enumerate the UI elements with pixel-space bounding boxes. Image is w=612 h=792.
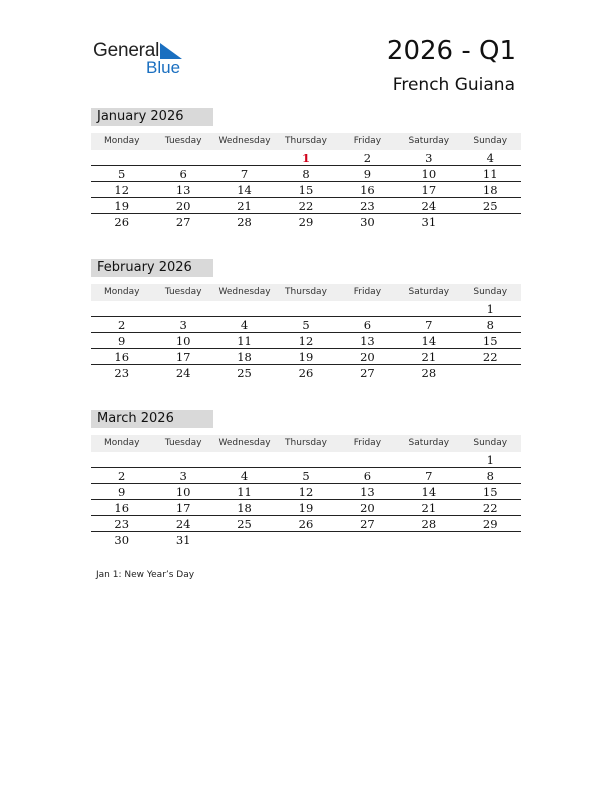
generalblue-logo	[93, 40, 203, 80]
day-cell: 27	[360, 517, 375, 531]
day-cell: 16	[360, 183, 375, 197]
day-cell: 9	[118, 485, 126, 499]
week-row	[91, 214, 521, 230]
day-cell: 19	[114, 199, 130, 213]
day-cell	[398, 452, 459, 467]
day-cell: 10	[175, 334, 191, 348]
day-cell: 4	[240, 469, 249, 483]
week-row	[91, 532, 521, 548]
week-row	[91, 500, 521, 516]
week-row	[91, 182, 521, 198]
day-cell: 10	[175, 485, 191, 499]
day-cell: 11	[237, 334, 252, 348]
day-cell: 30	[360, 215, 375, 229]
holiday-footnote: Jan 1: New Year’s Day	[96, 570, 195, 580]
day-cell: 18	[237, 350, 252, 364]
day-cell: 5	[302, 318, 310, 332]
weekday-label: Tuesday	[164, 287, 202, 297]
week-row	[91, 349, 521, 365]
day-cell	[460, 365, 521, 381]
day-cell: 14	[421, 334, 437, 348]
day-cell	[214, 532, 275, 548]
week-row	[91, 166, 521, 182]
weekday-label: Wednesday	[218, 438, 271, 448]
day-cell: 18	[482, 183, 498, 197]
day-cell: 23	[114, 517, 130, 531]
day-cell: 18	[237, 501, 252, 515]
day-cell: 8	[486, 469, 494, 483]
day-cell: 22	[482, 501, 498, 515]
day-cell: 30	[114, 533, 130, 547]
day-cell: 3	[179, 318, 187, 332]
day-cell: 1	[486, 302, 494, 316]
weekday-label: Tuesday	[164, 136, 202, 146]
day-cell: 4	[240, 318, 249, 332]
week-row	[91, 484, 521, 500]
day-cell: 28	[421, 517, 437, 531]
day-cell: 5	[118, 167, 126, 181]
week-row	[91, 301, 521, 317]
day-cell: 15	[482, 334, 498, 348]
day-cell: 29	[298, 215, 314, 229]
weekday-label: Saturday	[408, 438, 450, 448]
logo-blue-text: Blue	[146, 58, 181, 77]
day-cell: 31	[421, 215, 437, 229]
day-cell: 6	[179, 167, 187, 181]
week-row	[91, 317, 521, 333]
day-cell	[91, 301, 152, 316]
weekday-label: Saturday	[408, 136, 450, 146]
month-january	[91, 108, 521, 230]
day-cell: 3	[179, 469, 187, 483]
day-cell: 27	[360, 366, 375, 380]
day-cell: 26	[114, 215, 130, 229]
day-cell	[152, 150, 213, 165]
day-cell: 2	[363, 151, 372, 165]
weekday-label: Wednesday	[218, 136, 271, 146]
day-cell: 22	[482, 350, 498, 364]
day-cell: 3	[425, 151, 433, 165]
day-cell: 16	[114, 350, 130, 364]
day-cell: 27	[175, 215, 191, 229]
logo-triangle-icon	[160, 43, 182, 59]
day-cell	[398, 301, 459, 316]
day-cell: 20	[360, 350, 375, 364]
day-cell	[152, 452, 213, 467]
day-cell: 19	[298, 501, 314, 515]
day-cell	[337, 452, 398, 467]
day-cell: 8	[486, 318, 494, 332]
month-name: March 2026	[91, 410, 213, 428]
weekday-label: Sunday	[473, 438, 508, 448]
day-cell: 12	[114, 183, 130, 197]
day-cell: 25	[482, 199, 498, 213]
day-cell: 21	[421, 350, 437, 364]
week-row	[91, 198, 521, 214]
weekday-label: Tuesday	[164, 438, 202, 448]
day-cell: 11	[237, 485, 252, 499]
day-cell: 9	[118, 334, 126, 348]
day-cell: 19	[298, 350, 314, 364]
day-cell: 20	[360, 501, 375, 515]
weekday-label: Wednesday	[218, 287, 271, 297]
day-cell: 26	[298, 517, 314, 531]
day-cell	[152, 301, 213, 316]
day-cell: 23	[360, 199, 375, 213]
day-cell: 24	[175, 517, 191, 531]
weekday-label: Saturday	[408, 287, 450, 297]
weekday-header-row	[91, 435, 521, 452]
day-cell: 17	[175, 501, 191, 515]
day-cell: 24	[421, 199, 437, 213]
week-row	[91, 468, 521, 484]
weekday-label: Monday	[103, 136, 140, 146]
day-cell	[91, 150, 152, 165]
day-cell: 13	[175, 183, 191, 197]
day-cell	[460, 214, 521, 230]
day-cell: 8	[302, 167, 310, 181]
day-cell: 25	[237, 366, 252, 380]
weekday-label: Friday	[353, 438, 382, 448]
day-cell: 21	[421, 501, 437, 515]
day-cell: 6	[363, 318, 372, 332]
day-cell: 28	[421, 366, 437, 380]
weekday-header-row	[91, 133, 521, 150]
day-cell	[214, 301, 275, 316]
weekday-label: Thursday	[285, 438, 327, 448]
weekday-header-row	[91, 284, 521, 301]
week-row	[91, 365, 521, 381]
day-cell: 13	[360, 334, 375, 348]
day-cell: 23	[114, 366, 130, 380]
day-cell: 7	[425, 318, 433, 332]
day-cell: 28	[237, 215, 252, 229]
month-name: January 2026	[91, 108, 213, 126]
day-cell: 26	[298, 366, 314, 380]
day-cell	[337, 532, 398, 548]
day-cell: 16	[114, 501, 130, 515]
page-subtitle: French Guiana	[392, 75, 515, 95]
week-row	[91, 516, 521, 532]
day-cell	[214, 150, 275, 165]
day-cell: 29	[482, 517, 498, 531]
day-cell: 12	[298, 334, 314, 348]
day-cell: 14	[421, 485, 437, 499]
day-cell	[337, 301, 398, 316]
day-cell: 9	[363, 167, 372, 181]
week-row	[91, 333, 521, 349]
day-cell: 1	[486, 453, 494, 467]
day-cell: 6	[363, 469, 372, 483]
logo-general-text: General	[93, 40, 160, 61]
day-cell: 20	[175, 199, 191, 213]
day-cell: 5	[302, 469, 310, 483]
day-cell	[91, 452, 152, 467]
day-cell: 14	[237, 183, 252, 197]
day-cell: 25	[237, 517, 252, 531]
week-row	[91, 150, 521, 166]
day-cell: 15	[482, 485, 498, 499]
day-cell: 17	[421, 183, 437, 197]
day-cell: 10	[421, 167, 437, 181]
day-cell: 15	[298, 183, 314, 197]
day-cell: 22	[298, 199, 314, 213]
weekday-label: Monday	[103, 438, 140, 448]
day-cell: 4	[486, 151, 494, 165]
day-cell	[214, 452, 275, 467]
weekday-label: Friday	[353, 287, 382, 297]
day-cell: 7	[240, 167, 249, 181]
day-cell: 2	[118, 469, 126, 483]
month-march	[91, 410, 521, 548]
day-cell	[398, 532, 459, 548]
day-cell: 12	[298, 485, 314, 499]
day-cell	[275, 532, 336, 548]
weekday-label: Monday	[103, 287, 140, 297]
day-cell: 13	[360, 485, 375, 499]
day-cell: 2	[118, 318, 126, 332]
weekday-label: Thursday	[285, 287, 327, 297]
day-cell: 17	[175, 350, 191, 364]
weekday-label: Sunday	[473, 287, 508, 297]
weekday-label: Sunday	[473, 136, 508, 146]
week-row	[91, 452, 521, 468]
day-cell: 21	[237, 199, 252, 213]
day-cell: 11	[482, 167, 498, 181]
month-name: February 2026	[91, 259, 213, 277]
weekday-label: Thursday	[285, 136, 327, 146]
day-cell	[275, 452, 336, 467]
day-cell: 31	[175, 533, 191, 547]
page-title: 2026 - Q1	[386, 36, 516, 66]
holiday-day-cell: 1	[301, 151, 310, 165]
weekday-label: Friday	[353, 136, 382, 146]
month-february	[91, 259, 521, 381]
day-cell	[275, 301, 336, 316]
day-cell	[460, 532, 521, 548]
day-cell: 7	[425, 469, 433, 483]
day-cell: 24	[175, 366, 191, 380]
